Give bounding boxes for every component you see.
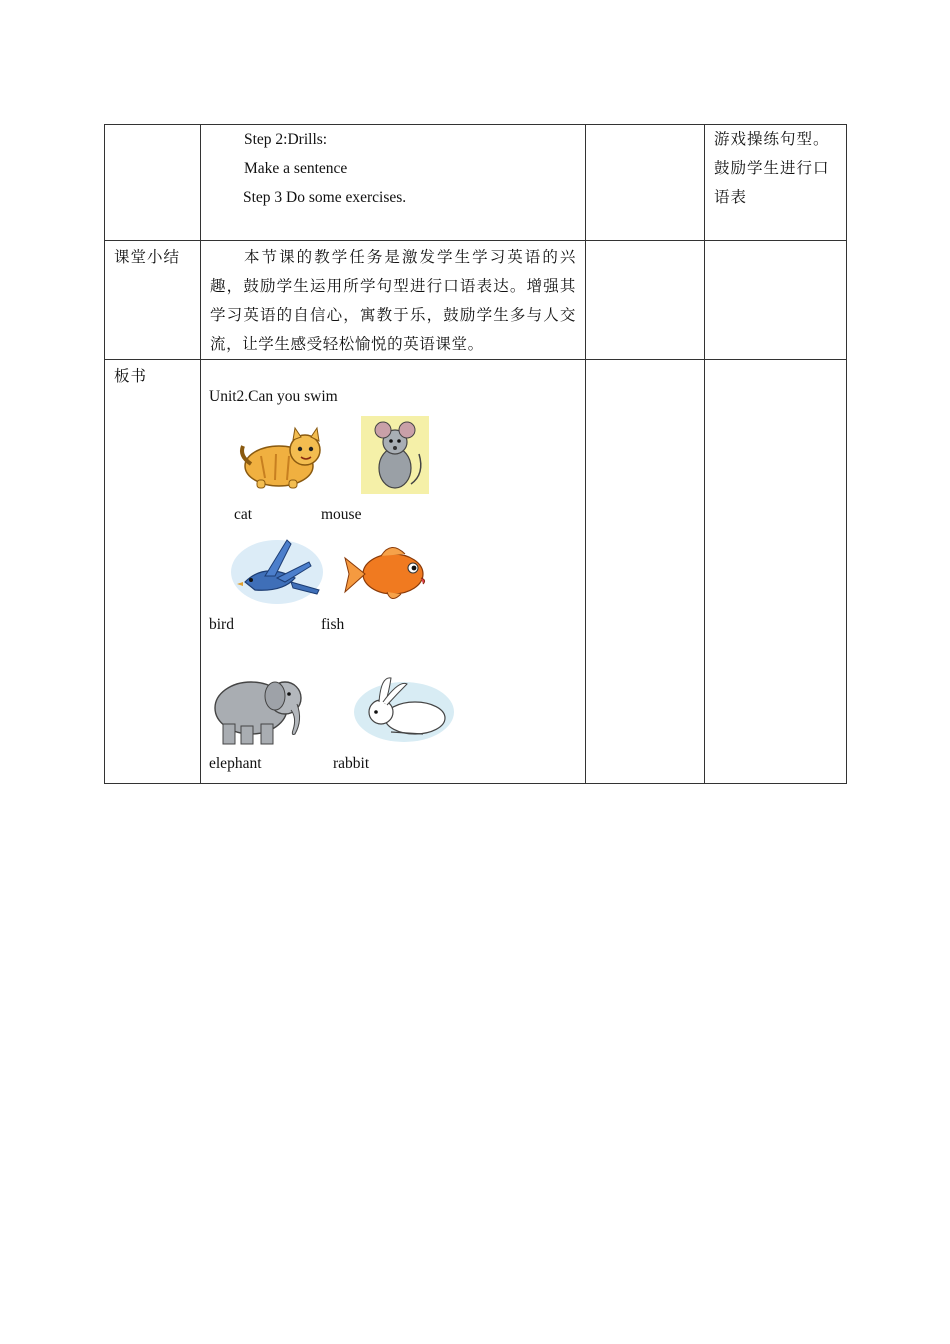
table-row [105,360,847,784]
board-title: Unit2.Can you swim [209,388,338,405]
summary-cell [201,241,586,360]
empty-cell [586,360,705,784]
board-label: 板书 [114,368,148,385]
animal-label-bird: bird [209,616,234,633]
rabbit-picture [351,672,457,744]
step-2-text: Step 2:Drills: [244,131,328,148]
animal-label-fish: fish [321,616,345,633]
table-row [105,125,847,241]
note-line: 鼓励学生进行口 [714,160,830,177]
empty-cell [586,125,705,241]
note-cell [705,125,847,241]
activities-cell [201,125,586,241]
step-2-sub-text: Make a sentence [244,160,348,177]
animal-label-elephant: elephant [209,755,262,772]
summary-label: 课堂小结 [114,249,181,266]
animal-label-mouse: mouse [321,506,362,523]
fish-picture [341,536,437,608]
cat-picture [231,416,331,496]
empty-cell [705,360,847,784]
animal-label-rabbit: rabbit [333,755,370,772]
summary-text: 本节课的教学任务是激发学生学习英语的兴趣，鼓励学生运用所学句型进行口语表达。增强其学习英语的自信心，寓教于乐，鼓励学生多与人交流，让学生感受轻松愉悦的英语课堂。 [210,249,576,353]
row-label-cell [105,241,201,360]
row-label-cell [105,360,201,784]
elephant-picture [209,672,309,750]
empty-cell [586,241,705,360]
bird-picture [225,532,325,608]
row-label-cell [105,125,201,241]
note-line: 游戏操练句型。 [714,131,830,148]
board-cell [201,360,586,784]
mouse-picture [359,414,431,496]
empty-cell [705,241,847,360]
lesson-plan-table [104,124,847,784]
note-line: 语表 [714,189,748,206]
table-row [105,241,847,360]
animal-label-cat: cat [234,506,253,523]
step-3-text: Step 3 Do some exercises. [243,189,407,206]
